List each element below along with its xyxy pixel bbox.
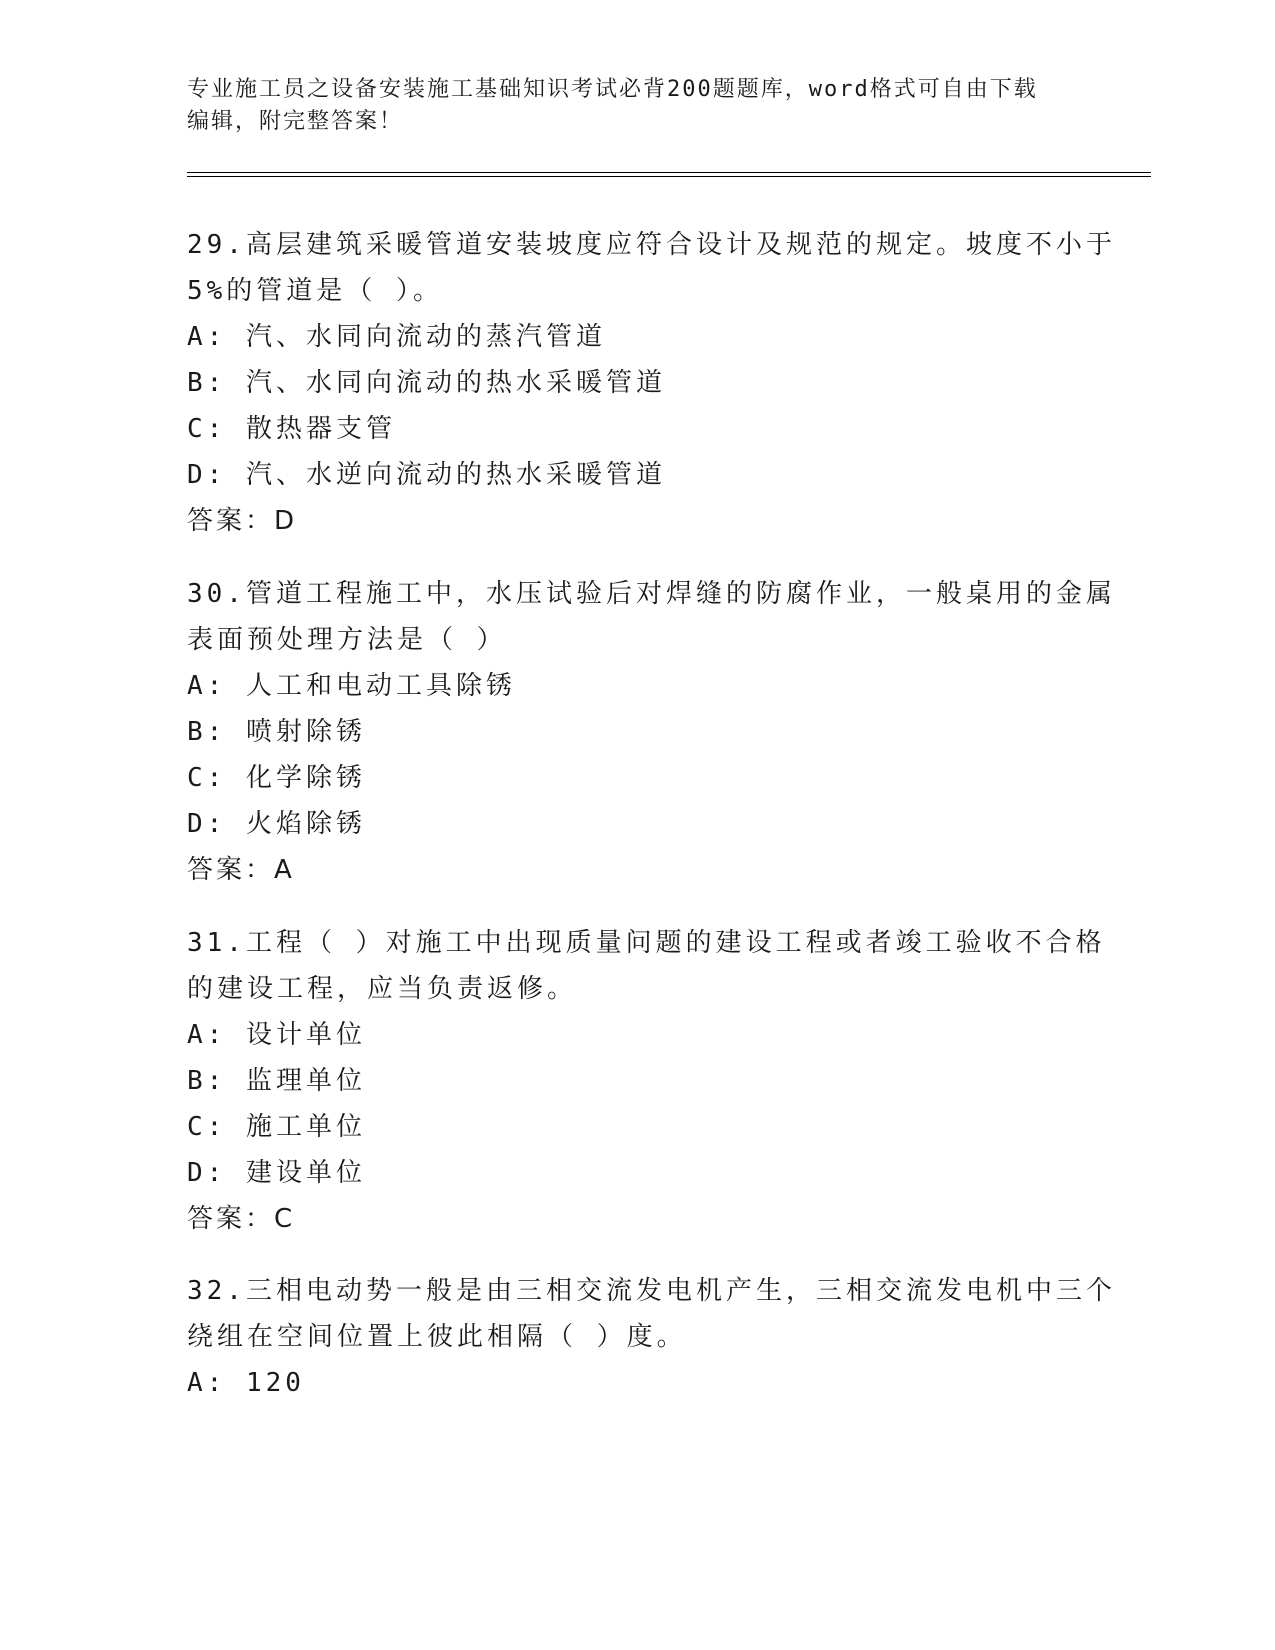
question-text-line-2: 绕组在空间位置上彼此相隔（ ）度。 (187, 1322, 687, 1352)
question-text-line-1: 32.三相电动势一般是由三相交流发电机产生，三相交流发电机中三个 (187, 1276, 1116, 1306)
question-text-line-2: 的建设工程，应当负责返修。 (187, 974, 578, 1004)
header-divider-top (187, 172, 1151, 173)
question-text-line-2: 5%的管道是（ ）。 (187, 276, 443, 306)
option-a: A: 设计单位 (187, 1020, 366, 1050)
option-a: A: 120 (187, 1368, 305, 1398)
option-a: A: 汽、水同向流动的蒸汽管道 (187, 322, 606, 352)
option-c: C: 施工单位 (187, 1112, 366, 1142)
question-text-line-1: 31.工程（ ）对施工中出现质量问题的建设工程或者竣工验收不合格 (187, 928, 1106, 958)
question-31 (187, 920, 1106, 1242)
question-30 (187, 571, 1116, 893)
document-header (187, 74, 1087, 138)
header-line-2: 编辑，附完整答案！ (187, 109, 404, 134)
option-b: B: 喷射除锈 (187, 717, 366, 747)
question-text-line-2: 表面预处理方法是（ ） (187, 625, 507, 655)
option-a: A: 人工和电动工具除锈 (187, 671, 516, 701)
option-c: C: 化学除锈 (187, 763, 366, 793)
question-text-line-1: 29.高层建筑采暖管道安装坡度应符合设计及规范的规定。坡度不小于 (187, 230, 1116, 260)
question-32 (187, 1268, 1116, 1406)
option-b: B: 监理单位 (187, 1066, 366, 1096)
option-d: D: 火焰除锈 (187, 809, 366, 839)
header-divider-bottom (187, 176, 1151, 177)
option-d: D: 建设单位 (187, 1158, 366, 1188)
header-line-1: 专业施工员之设备安装施工基础知识考试必背200题题库，word格式可自由下载 (187, 77, 1038, 102)
question-text-line-1: 30.管道工程施工中，水压试验后对焊缝的防腐作业，一般桌用的金属 (187, 579, 1116, 609)
answer: 答案：D (187, 506, 298, 536)
question-29 (187, 222, 1116, 544)
answer: 答案：C (187, 1204, 296, 1234)
answer: 答案：A (187, 855, 295, 885)
option-c: C: 散热器支管 (187, 414, 396, 444)
option-b: B: 汽、水同向流动的热水采暖管道 (187, 368, 666, 398)
option-d: D: 汽、水逆向流动的热水采暖管道 (187, 460, 666, 490)
